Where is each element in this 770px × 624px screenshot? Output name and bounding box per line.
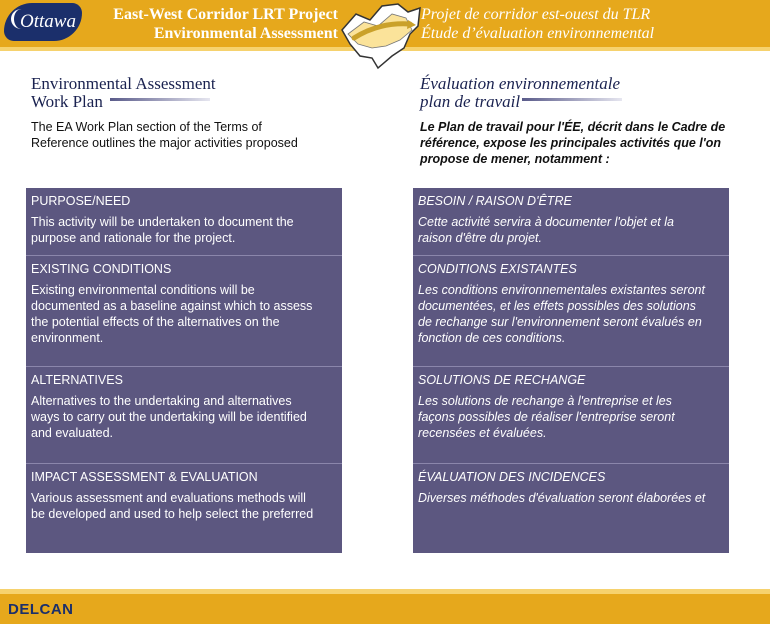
section-line: This activity will be undertaken to document the	[31, 215, 294, 229]
section-line: Various assessment and evaluations methods will	[31, 491, 306, 505]
right-heading-line2: plan de travail	[420, 92, 521, 111]
section-body	[418, 490, 724, 506]
right-activities-panel	[413, 188, 729, 553]
section-title: SOLUTIONS DE RECHANGE	[418, 373, 586, 387]
section-line: Alternatives to the undertaking and alternatives	[31, 394, 292, 408]
left-heading-underline	[110, 98, 210, 101]
section-line: Existing environmental conditions will be	[31, 283, 255, 297]
section-line: Les solutions de rechange à l'entreprise et les	[418, 394, 672, 408]
section-impact-assessment	[26, 464, 342, 553]
section-title: IMPACT ASSESSMENT & EVALUATION	[31, 470, 258, 484]
ottawa-map-icon	[334, 0, 424, 70]
title-fr-line2: Étude d’évaluation environnemental	[421, 25, 655, 42]
section-title: PURPOSE/NEED	[31, 194, 131, 208]
left-heading	[31, 75, 216, 111]
section-line: façons possibles de réaliser l'entreprise seront	[418, 410, 675, 424]
logo-text: Ottawa	[20, 11, 76, 32]
section-besoin	[413, 188, 729, 256]
delcan-logo: DELCAN	[8, 601, 74, 618]
section-line: ways to carry out the undertaking will be identified	[31, 410, 307, 424]
section-line: the potential effects of the alternatives on the	[31, 315, 280, 329]
left-intro-line2: Reference outlines the major activities proposed	[31, 136, 298, 150]
ottawa-logo	[4, 3, 82, 41]
section-conditions-existantes	[413, 256, 729, 367]
left-activities-panel	[26, 188, 342, 553]
section-solutions-rechange	[413, 367, 729, 464]
section-line: environment.	[31, 331, 104, 345]
left-heading-line1: Environmental Assessment	[31, 74, 216, 93]
right-intro-line3: propose de mener, notamment :	[420, 152, 610, 166]
title-en-line2: Environmental Assessment	[153, 25, 338, 42]
section-line: Les conditions environnementales existantes seront	[418, 283, 705, 297]
section-title: CONDITIONS EXISTANTES	[418, 262, 577, 276]
footer-bar	[0, 594, 770, 624]
section-body	[31, 490, 337, 522]
title-english	[90, 5, 338, 43]
section-existing-conditions	[26, 256, 342, 367]
section-line: Cette activité servira à documenter l'objet et la	[418, 215, 674, 229]
section-line: raison d'être du projet.	[418, 231, 542, 245]
right-heading-line1: Évaluation environnementale	[420, 74, 621, 93]
right-intro	[420, 119, 725, 167]
title-en-line1: East-West Corridor LRT Project	[113, 6, 338, 23]
section-purpose-need	[26, 188, 342, 256]
right-intro-line1: Le Plan de travail pour l'ÉE, décrit dans le Cadre de	[420, 120, 726, 134]
left-heading-line2: Work Plan	[31, 92, 103, 111]
section-line: de rechange sur l'environnement seront évalués en	[418, 315, 702, 329]
section-line: Diverses méthodes d'évaluation seront élaborées et	[418, 491, 706, 505]
title-french	[421, 5, 654, 43]
section-line: and evaluated.	[31, 426, 114, 440]
right-intro-line2: référence, expose les principales activités que l'on	[420, 136, 722, 150]
section-line: fonction de ces conditions.	[418, 331, 566, 345]
section-body	[31, 282, 337, 346]
section-alternatives	[26, 367, 342, 464]
title-fr-line1: Projet de corridor est-ouest du TLR	[421, 6, 651, 23]
section-line: recensées et évaluées.	[418, 426, 547, 440]
section-title: EXISTING CONDITIONS	[31, 262, 172, 276]
section-line: documented as a baseline against which to assess	[31, 299, 313, 313]
section-body	[418, 282, 724, 346]
section-body	[31, 214, 337, 246]
section-title: ÉVALUATION DES INCIDENCES	[418, 470, 606, 484]
section-body	[418, 214, 724, 246]
right-heading-underline	[522, 98, 622, 101]
right-heading	[420, 75, 620, 111]
section-title: ALTERNATIVES	[31, 373, 123, 387]
left-intro	[31, 119, 298, 151]
section-evaluation-incidences	[413, 464, 729, 553]
left-intro-line1: The EA Work Plan section of the Terms of	[31, 120, 262, 134]
section-line: be developed and used to help select the preferred	[31, 507, 314, 521]
section-body	[31, 393, 337, 441]
section-body	[418, 393, 724, 441]
section-line: documentées, et les effets possibles des solutions	[418, 299, 696, 313]
section-title: BESOIN / RAISON D'ÊTRE	[418, 194, 572, 208]
section-line: purpose and rationale for the project.	[31, 231, 236, 245]
